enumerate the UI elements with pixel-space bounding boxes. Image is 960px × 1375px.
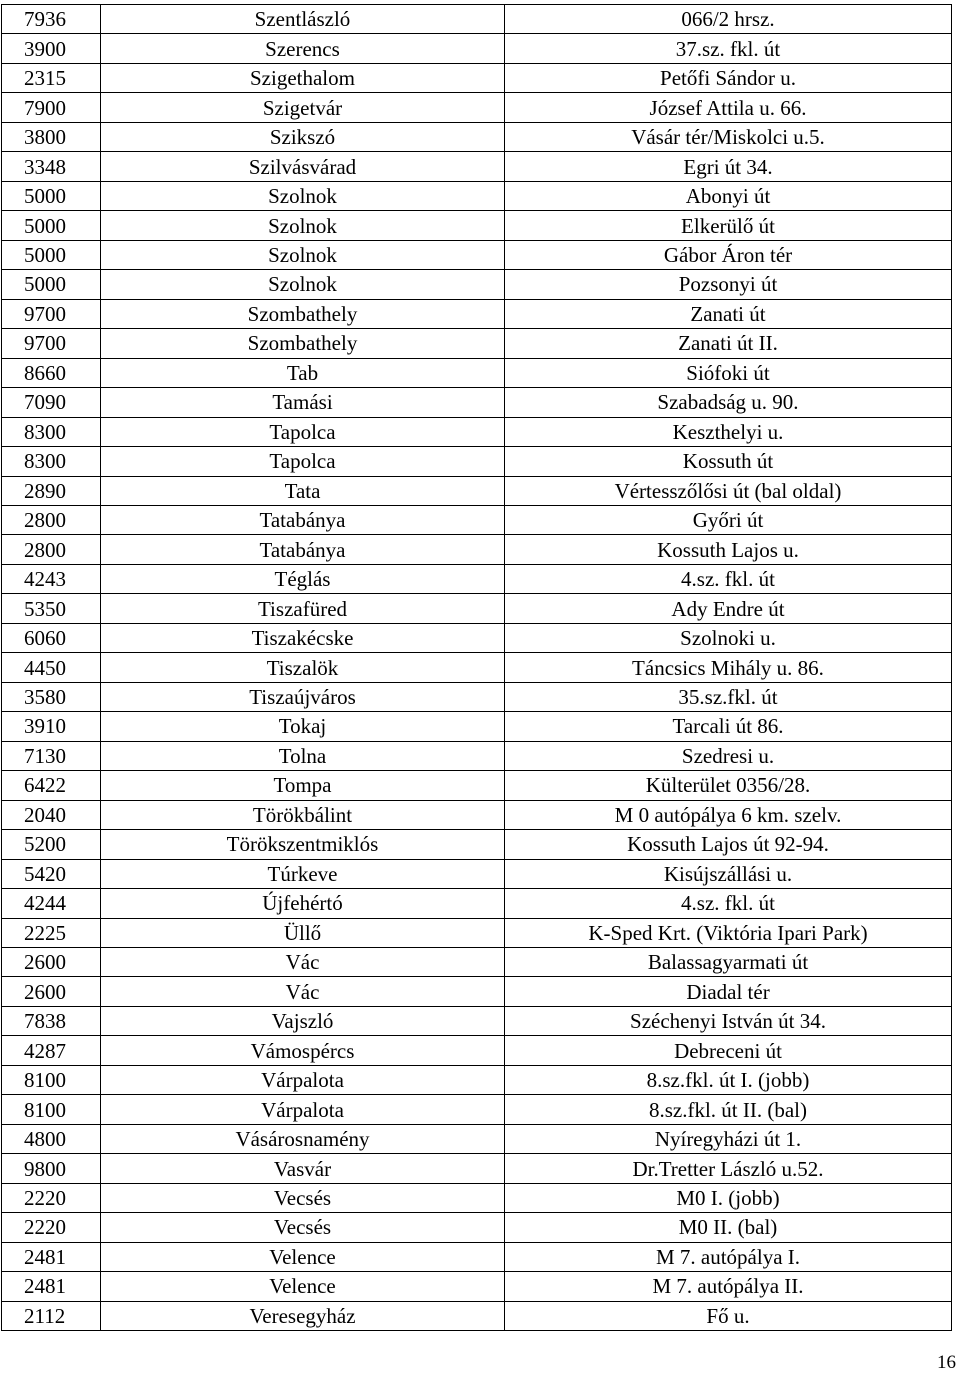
- address-cell: Diadal tér: [505, 977, 952, 1006]
- postal-code-cell: 8660: [2, 358, 101, 387]
- address-table: [1, 4, 952, 1331]
- address-cell: Kossuth Lajos út 92-94.: [505, 830, 952, 859]
- table-row: [2, 358, 952, 387]
- address-cell: 35.sz.fkl. út: [505, 682, 952, 711]
- address-cell: Keszthelyi u.: [505, 417, 952, 446]
- city-cell: Tiszakécske: [101, 623, 505, 652]
- address-cell: Pozsonyi út: [505, 270, 952, 299]
- address-cell: Balassagyarmati út: [505, 948, 952, 977]
- table-row: [2, 741, 952, 770]
- postal-code-cell: 5200: [2, 830, 101, 859]
- table-row: [2, 653, 952, 682]
- city-cell: Szigetvár: [101, 93, 505, 122]
- city-cell: Tab: [101, 358, 505, 387]
- address-cell: Külterület 0356/28.: [505, 771, 952, 800]
- city-cell: Velence: [101, 1272, 505, 1301]
- postal-code-cell: 8100: [2, 1095, 101, 1124]
- city-cell: Várpalota: [101, 1095, 505, 1124]
- table-row: [2, 1036, 952, 1065]
- postal-code-cell: 5000: [2, 181, 101, 210]
- city-cell: Vác: [101, 948, 505, 977]
- address-cell: Fő u.: [505, 1301, 952, 1330]
- address-cell: Debreceni út: [505, 1036, 952, 1065]
- table-row: [2, 682, 952, 711]
- postal-code-cell: 9800: [2, 1154, 101, 1183]
- address-cell: Siófoki út: [505, 358, 952, 387]
- city-cell: Újfehértó: [101, 889, 505, 918]
- city-cell: Vasvár: [101, 1154, 505, 1183]
- postal-code-cell: 3900: [2, 34, 101, 63]
- address-cell: M0 II. (bal): [505, 1213, 952, 1242]
- city-cell: Szerencs: [101, 34, 505, 63]
- postal-code-cell: 2800: [2, 505, 101, 534]
- table-row: [2, 1301, 952, 1330]
- city-cell: Üllő: [101, 918, 505, 947]
- address-cell: Egri út 34.: [505, 152, 952, 181]
- postal-code-cell: 4243: [2, 564, 101, 593]
- city-cell: Tolna: [101, 741, 505, 770]
- postal-code-cell: 3910: [2, 712, 101, 741]
- postal-code-cell: 5420: [2, 859, 101, 888]
- table-row: [2, 830, 952, 859]
- city-cell: Szolnok: [101, 181, 505, 210]
- address-cell: M 0 autópálya 6 km. szelv.: [505, 800, 952, 829]
- city-cell: Szentlászló: [101, 5, 505, 34]
- address-cell: József Attila u. 66.: [505, 93, 952, 122]
- postal-code-cell: 9700: [2, 329, 101, 358]
- city-cell: Vecsés: [101, 1183, 505, 1212]
- city-cell: Szombathely: [101, 299, 505, 328]
- address-cell: 8.sz.fkl. út II. (bal): [505, 1095, 952, 1124]
- table-row: [2, 859, 952, 888]
- address-cell: Kisújszállási u.: [505, 859, 952, 888]
- city-cell: Vác: [101, 977, 505, 1006]
- city-cell: Tapolca: [101, 447, 505, 476]
- address-cell: Gábor Áron tér: [505, 240, 952, 269]
- postal-code-cell: 5000: [2, 270, 101, 299]
- city-cell: Szombathely: [101, 329, 505, 358]
- postal-code-cell: 3800: [2, 122, 101, 151]
- city-cell: Tiszaújváros: [101, 682, 505, 711]
- table-row: [2, 535, 952, 564]
- postal-code-cell: 2600: [2, 948, 101, 977]
- postal-code-cell: 2220: [2, 1213, 101, 1242]
- postal-code-cell: 9700: [2, 299, 101, 328]
- city-cell: Szikszó: [101, 122, 505, 151]
- city-cell: Szilvásvárad: [101, 152, 505, 181]
- postal-code-cell: 2315: [2, 63, 101, 92]
- postal-code-cell: 8300: [2, 417, 101, 446]
- postal-code-cell: 3348: [2, 152, 101, 181]
- table-row: [2, 5, 952, 34]
- table-row: [2, 594, 952, 623]
- city-cell: Tatabánya: [101, 505, 505, 534]
- address-cell: 4.sz. fkl. út: [505, 564, 952, 593]
- table-row: [2, 34, 952, 63]
- postal-code-cell: 2220: [2, 1183, 101, 1212]
- city-cell: Törökszentmiklós: [101, 830, 505, 859]
- postal-code-cell: 4450: [2, 653, 101, 682]
- postal-code-cell: 2481: [2, 1272, 101, 1301]
- postal-code-cell: 2225: [2, 918, 101, 947]
- table-row: [2, 329, 952, 358]
- table-row: [2, 564, 952, 593]
- city-cell: Velence: [101, 1242, 505, 1271]
- city-cell: Tapolca: [101, 417, 505, 446]
- postal-code-cell: 8100: [2, 1065, 101, 1094]
- table-row: [2, 1065, 952, 1094]
- table-row: [2, 712, 952, 741]
- city-cell: Tata: [101, 476, 505, 505]
- table-row: [2, 447, 952, 476]
- address-cell: Nyíregyházi út 1.: [505, 1124, 952, 1153]
- address-cell: 066/2 hrsz.: [505, 5, 952, 34]
- address-cell: Ady Endre út: [505, 594, 952, 623]
- table-row: [2, 476, 952, 505]
- table-row: [2, 1272, 952, 1301]
- table-row: [2, 889, 952, 918]
- city-cell: Vajszló: [101, 1006, 505, 1035]
- page-number: 16: [937, 1352, 956, 1373]
- postal-code-cell: 4287: [2, 1036, 101, 1065]
- postal-code-cell: 5000: [2, 211, 101, 240]
- address-cell: Zanati út II.: [505, 329, 952, 358]
- address-cell: M 7. autópálya I.: [505, 1242, 952, 1271]
- city-cell: Szolnok: [101, 211, 505, 240]
- city-cell: Tokaj: [101, 712, 505, 741]
- city-cell: Szolnok: [101, 240, 505, 269]
- city-cell: Téglás: [101, 564, 505, 593]
- table-row: [2, 270, 952, 299]
- table-row: [2, 1124, 952, 1153]
- table-row: [2, 948, 952, 977]
- address-cell: Zanati út: [505, 299, 952, 328]
- table-row: [2, 1183, 952, 1212]
- table-row: [2, 1213, 952, 1242]
- postal-code-cell: 7090: [2, 388, 101, 417]
- postal-code-cell: 7838: [2, 1006, 101, 1035]
- address-cell: Petőfi Sándor u.: [505, 63, 952, 92]
- address-cell: 4.sz. fkl. út: [505, 889, 952, 918]
- address-cell: 37.sz. fkl. út: [505, 34, 952, 63]
- postal-code-cell: 6060: [2, 623, 101, 652]
- postal-code-cell: 7130: [2, 741, 101, 770]
- postal-code-cell: 6422: [2, 771, 101, 800]
- city-cell: Túrkeve: [101, 859, 505, 888]
- table-row: [2, 1154, 952, 1183]
- address-cell: Vértesszőlősi út (bal oldal): [505, 476, 952, 505]
- postal-code-cell: 5000: [2, 240, 101, 269]
- address-cell: Szabadság u. 90.: [505, 388, 952, 417]
- table-row: [2, 211, 952, 240]
- address-cell: 8.sz.fkl. út I. (jobb): [505, 1065, 952, 1094]
- table-row: [2, 800, 952, 829]
- postal-code-cell: 4244: [2, 889, 101, 918]
- postal-code-cell: 7936: [2, 5, 101, 34]
- table-row: [2, 505, 952, 534]
- city-cell: Vámospércs: [101, 1036, 505, 1065]
- postal-code-cell: 2890: [2, 476, 101, 505]
- city-cell: Szigethalom: [101, 63, 505, 92]
- table-row: [2, 122, 952, 151]
- postal-code-cell: 2112: [2, 1301, 101, 1330]
- address-cell: Elkerülő út: [505, 211, 952, 240]
- table-row: [2, 388, 952, 417]
- postal-code-cell: 8300: [2, 447, 101, 476]
- postal-code-cell: 7900: [2, 93, 101, 122]
- table-row: [2, 623, 952, 652]
- postal-code-cell: 2481: [2, 1242, 101, 1271]
- postal-code-cell: 4800: [2, 1124, 101, 1153]
- city-cell: Vecsés: [101, 1213, 505, 1242]
- address-cell: Abonyi út: [505, 181, 952, 210]
- table-row: [2, 63, 952, 92]
- table-row: [2, 1242, 952, 1271]
- table-row: [2, 771, 952, 800]
- address-cell: Vásár tér/Miskolci u.5.: [505, 122, 952, 151]
- table-row: [2, 977, 952, 1006]
- city-cell: Veresegyház: [101, 1301, 505, 1330]
- city-cell: Törökbálint: [101, 800, 505, 829]
- city-cell: Szolnok: [101, 270, 505, 299]
- postal-code-cell: 2800: [2, 535, 101, 564]
- address-cell: Szedresi u.: [505, 741, 952, 770]
- table-row: [2, 299, 952, 328]
- address-cell: Győri út: [505, 505, 952, 534]
- address-cell: M0 I. (jobb): [505, 1183, 952, 1212]
- city-cell: Tiszalök: [101, 653, 505, 682]
- table-row: [2, 93, 952, 122]
- postal-code-cell: 2600: [2, 977, 101, 1006]
- address-table-body: [2, 5, 952, 1331]
- table-row: [2, 152, 952, 181]
- table-row: [2, 181, 952, 210]
- address-cell: Széchenyi István út 34.: [505, 1006, 952, 1035]
- table-row: [2, 918, 952, 947]
- table-row: [2, 1095, 952, 1124]
- postal-code-cell: 2040: [2, 800, 101, 829]
- address-cell: Dr.Tretter László u.52.: [505, 1154, 952, 1183]
- postal-code-cell: 3580: [2, 682, 101, 711]
- address-cell: Tarcali út 86.: [505, 712, 952, 741]
- city-cell: Tamási: [101, 388, 505, 417]
- city-cell: Vásárosnamény: [101, 1124, 505, 1153]
- address-cell: Szolnoki u.: [505, 623, 952, 652]
- postal-code-cell: 5350: [2, 594, 101, 623]
- table-row: [2, 1006, 952, 1035]
- address-cell: Kossuth út: [505, 447, 952, 476]
- table-row: [2, 240, 952, 269]
- city-cell: Várpalota: [101, 1065, 505, 1094]
- address-cell: M 7. autópálya II.: [505, 1272, 952, 1301]
- address-cell: Táncsics Mihály u. 86.: [505, 653, 952, 682]
- address-cell: Kossuth Lajos u.: [505, 535, 952, 564]
- city-cell: Tompa: [101, 771, 505, 800]
- address-cell: K-Sped Krt. (Viktória Ipari Park): [505, 918, 952, 947]
- city-cell: Tatabánya: [101, 535, 505, 564]
- city-cell: Tiszafüred: [101, 594, 505, 623]
- table-row: [2, 417, 952, 446]
